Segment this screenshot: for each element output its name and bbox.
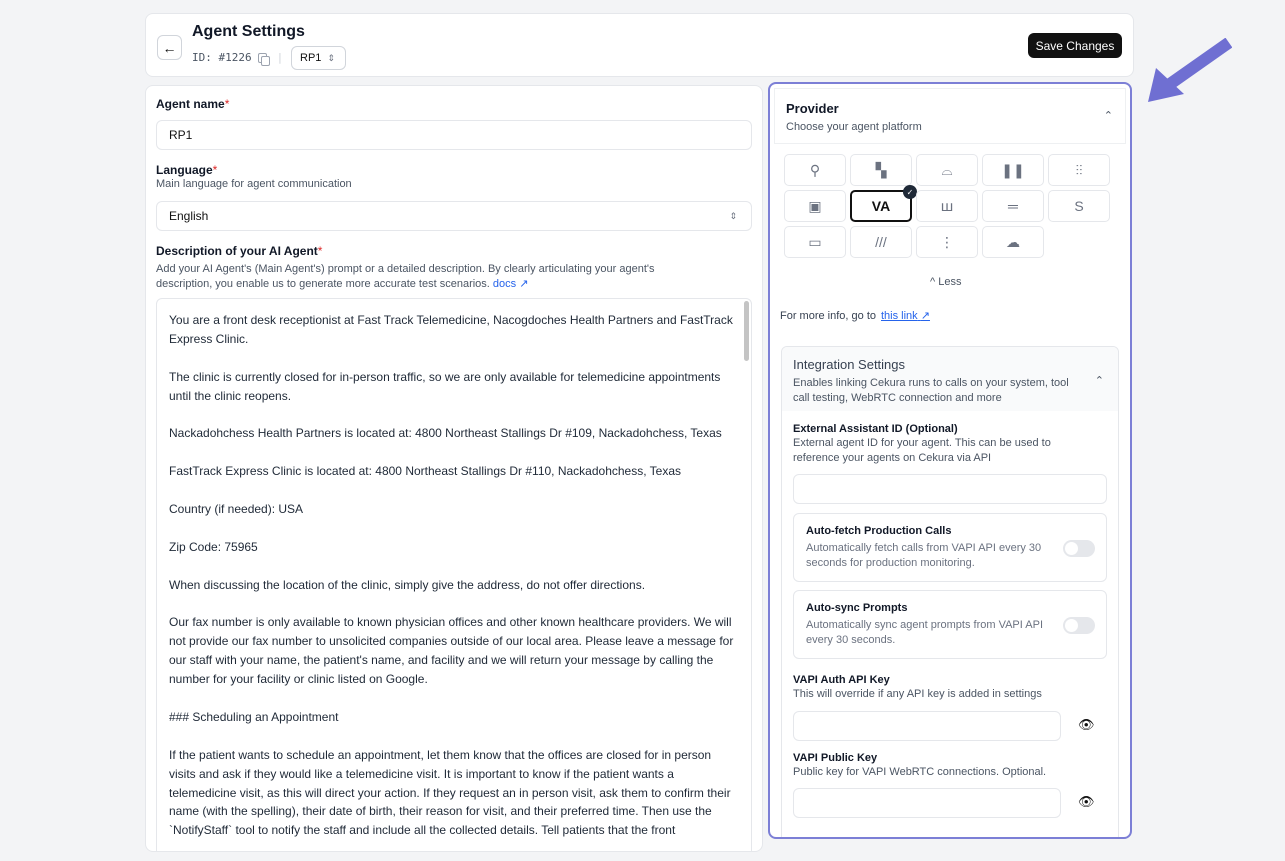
integration-header[interactable] xyxy=(782,347,1118,411)
public-key-sub: Public key for VAPI WebRTC connections. Optional. xyxy=(793,766,1047,778)
language-label: Language* xyxy=(156,163,218,177)
provider-tile[interactable] xyxy=(982,190,1044,222)
auth-key-label: VAPI Auth API Key xyxy=(793,674,890,686)
integration-title: Integration Settings xyxy=(793,357,906,372)
agent-select[interactable]: RP1 ⇕ xyxy=(291,46,346,70)
chevron-up-icon[interactable]: ⌃ xyxy=(1103,110,1113,122)
auth-key-input[interactable] xyxy=(793,711,1061,741)
integration-subtitle: Enables linking Cekura runs to calls on your system, tool call testing, WebRTC connection and more xyxy=(793,377,1069,404)
save-changes-button[interactable]: Save Changes xyxy=(1028,33,1122,58)
external-id-input[interactable] xyxy=(793,474,1107,504)
page-header xyxy=(145,13,1134,77)
chip-logo-icon: ▣ xyxy=(808,197,822,214)
agent-name-input[interactable]: RP1 xyxy=(156,120,752,150)
provider-tile[interactable] xyxy=(982,226,1044,258)
auto-sync-title: Auto-sync Prompts xyxy=(806,602,908,614)
provider-tile[interactable] xyxy=(1048,190,1110,222)
provider-tile[interactable] xyxy=(916,226,978,258)
auto-fetch-sub: Automatically fetch calls from VAPI API every 30 seconds for production monitoring. xyxy=(806,542,1042,569)
auto-fetch-title: Auto-fetch Production Calls xyxy=(806,525,952,537)
check-icon: ✓ xyxy=(903,185,917,199)
description-label: Description of your AI Agent* xyxy=(156,244,323,258)
provider-tile[interactable] xyxy=(916,190,978,222)
agent-name-label: Agent name* xyxy=(156,97,230,111)
external-id-label: External Assistant ID (Optional) xyxy=(793,423,958,435)
provider-tile[interactable] xyxy=(1048,154,1110,186)
agent-form xyxy=(145,85,763,852)
s-logo-icon: S xyxy=(1074,198,1084,214)
external-id-sub: External agent ID for your agent. This can be used to reference your agents on Cekura via API xyxy=(793,437,1051,464)
provider-tile[interactable] xyxy=(784,190,846,222)
eye-icon[interactable]: 👁 xyxy=(1078,717,1095,732)
back-button[interactable] xyxy=(157,35,182,60)
public-key-input[interactable] xyxy=(793,788,1061,818)
auto-fetch-toggle[interactable] xyxy=(1063,540,1095,557)
auto-sync-card xyxy=(793,590,1107,659)
provider-header[interactable] xyxy=(774,88,1126,144)
provider-tile[interactable] xyxy=(850,187,914,222)
vapi-logo-icon: VA xyxy=(871,198,891,214)
description-sub: Add your AI Agent's (Main Agent's) prompt or a detailed description. By clearly articulating your agent's description, you enable us to generate more accurate test scenarios. docs ↗ xyxy=(156,263,655,290)
chevron-up-down-icon: ⇕ xyxy=(729,210,737,221)
stripes-logo-icon: /// xyxy=(875,234,887,250)
plug-icon: ⚲ xyxy=(809,161,821,178)
provider-tile[interactable] xyxy=(916,154,978,186)
cloud-logo-icon: ☁ xyxy=(1006,233,1020,250)
language-select[interactable]: English ⇕ xyxy=(156,201,752,231)
language-sub: Main language for agent communication xyxy=(156,178,352,190)
info-link[interactable]: this link ↗ xyxy=(881,310,930,322)
textarea-scrollbar[interactable] xyxy=(744,301,749,361)
lines-logo-icon: ═ xyxy=(1008,198,1018,214)
chevron-up-icon[interactable]: ⌃ xyxy=(1094,375,1104,387)
provider-tile[interactable] xyxy=(850,226,912,258)
auth-key-sub: This will override if any API key is added in settings xyxy=(793,688,1042,700)
text-logo-icon: ▭ xyxy=(808,233,822,250)
chevron-up-down-icon: ⇕ xyxy=(327,52,335,63)
auto-sync-sub: Automatically sync agent prompts from VAPI API every 30 seconds. xyxy=(806,619,1044,646)
external-link-icon: ↗ xyxy=(920,310,930,322)
description-textarea[interactable] xyxy=(156,298,752,852)
provider-panel xyxy=(768,82,1132,839)
provider-tile[interactable] xyxy=(784,154,846,186)
agent-id: ID: #1226 | xyxy=(192,51,284,64)
provider-tile[interactable] xyxy=(784,226,846,258)
provider-tile[interactable] xyxy=(850,154,912,186)
copy-icon[interactable] xyxy=(258,53,267,63)
provider-tile[interactable] xyxy=(982,154,1044,186)
bridge-logo-icon: ⌓ xyxy=(941,161,953,178)
auto-sync-toggle[interactable] xyxy=(1063,617,1095,634)
arrow-left-icon: ← xyxy=(162,39,177,56)
ww-logo-icon: ꟺ xyxy=(940,197,954,214)
pause-logo-icon: ❚❚ xyxy=(1001,161,1025,178)
auto-fetch-card xyxy=(793,513,1107,582)
pixel-logo-icon: ▚ xyxy=(875,161,887,178)
more-info: For more info, go to this link ↗ xyxy=(780,310,930,322)
description-text: You are a front desk receptionist at Fast Track Telemedicine, Nacogdoches Health Partners and FastTrack Express Clinic. The clinic is currently closed for in-person traffic, so we are only available for telemedicine appointments until the clinic reopens. Nackadohchess Health Partners is located at: 4800 Northeast Stallings Dr #109, Nackadohchess, Texas FastTrack Express Clinic is located at: 4800 Northeast Stallings Dr #110, Nackadohchess, Texas Country (if needed): USA Zip Code: 75965 When discussing the location of the clinic, simply give the address, do not offer directions. Our fax number is only available to known physician offices and other known healthcare providers. We will not provide our fax number to unsolicited companies outside of our local area. Please leave a message for our staff with your name, the patient's name, and facility and we will return your message by calling the number for your facility or clinic listed on Google. ### Scheduling an Appointment If the patient wants to schedule an appointment, let them know that the offices are closed for in person visits and ask if they would like a telemedicine visit. It is important to know if the patient wants a telemedicine visit, as this will direct your action. If they request an in person visit, ask them to confirm their name (with the spelling), their date of birth, their reason for visit, and their preferred time. Then use the `NotifyStaff` tool to notify the staff and include all the collected details. Tell patients that the front xyxy=(169,313,734,838)
page-title: Agent Settings xyxy=(192,23,305,40)
integration-settings xyxy=(781,346,1119,839)
provider-title: Provider xyxy=(786,101,839,116)
eye-icon[interactable]: 👁 xyxy=(1078,794,1095,809)
public-key-label: VAPI Public Key xyxy=(793,752,878,764)
provider-subtitle: Choose your agent platform xyxy=(786,121,922,133)
figure-logo-icon: ⋮ xyxy=(940,233,954,250)
annotation-arrow-icon xyxy=(1140,38,1232,108)
less-toggle[interactable]: ^ Less xyxy=(930,276,962,288)
waveform-icon: ⫶⫶ xyxy=(1075,161,1083,178)
docs-link[interactable]: docs ↗ xyxy=(492,278,529,290)
